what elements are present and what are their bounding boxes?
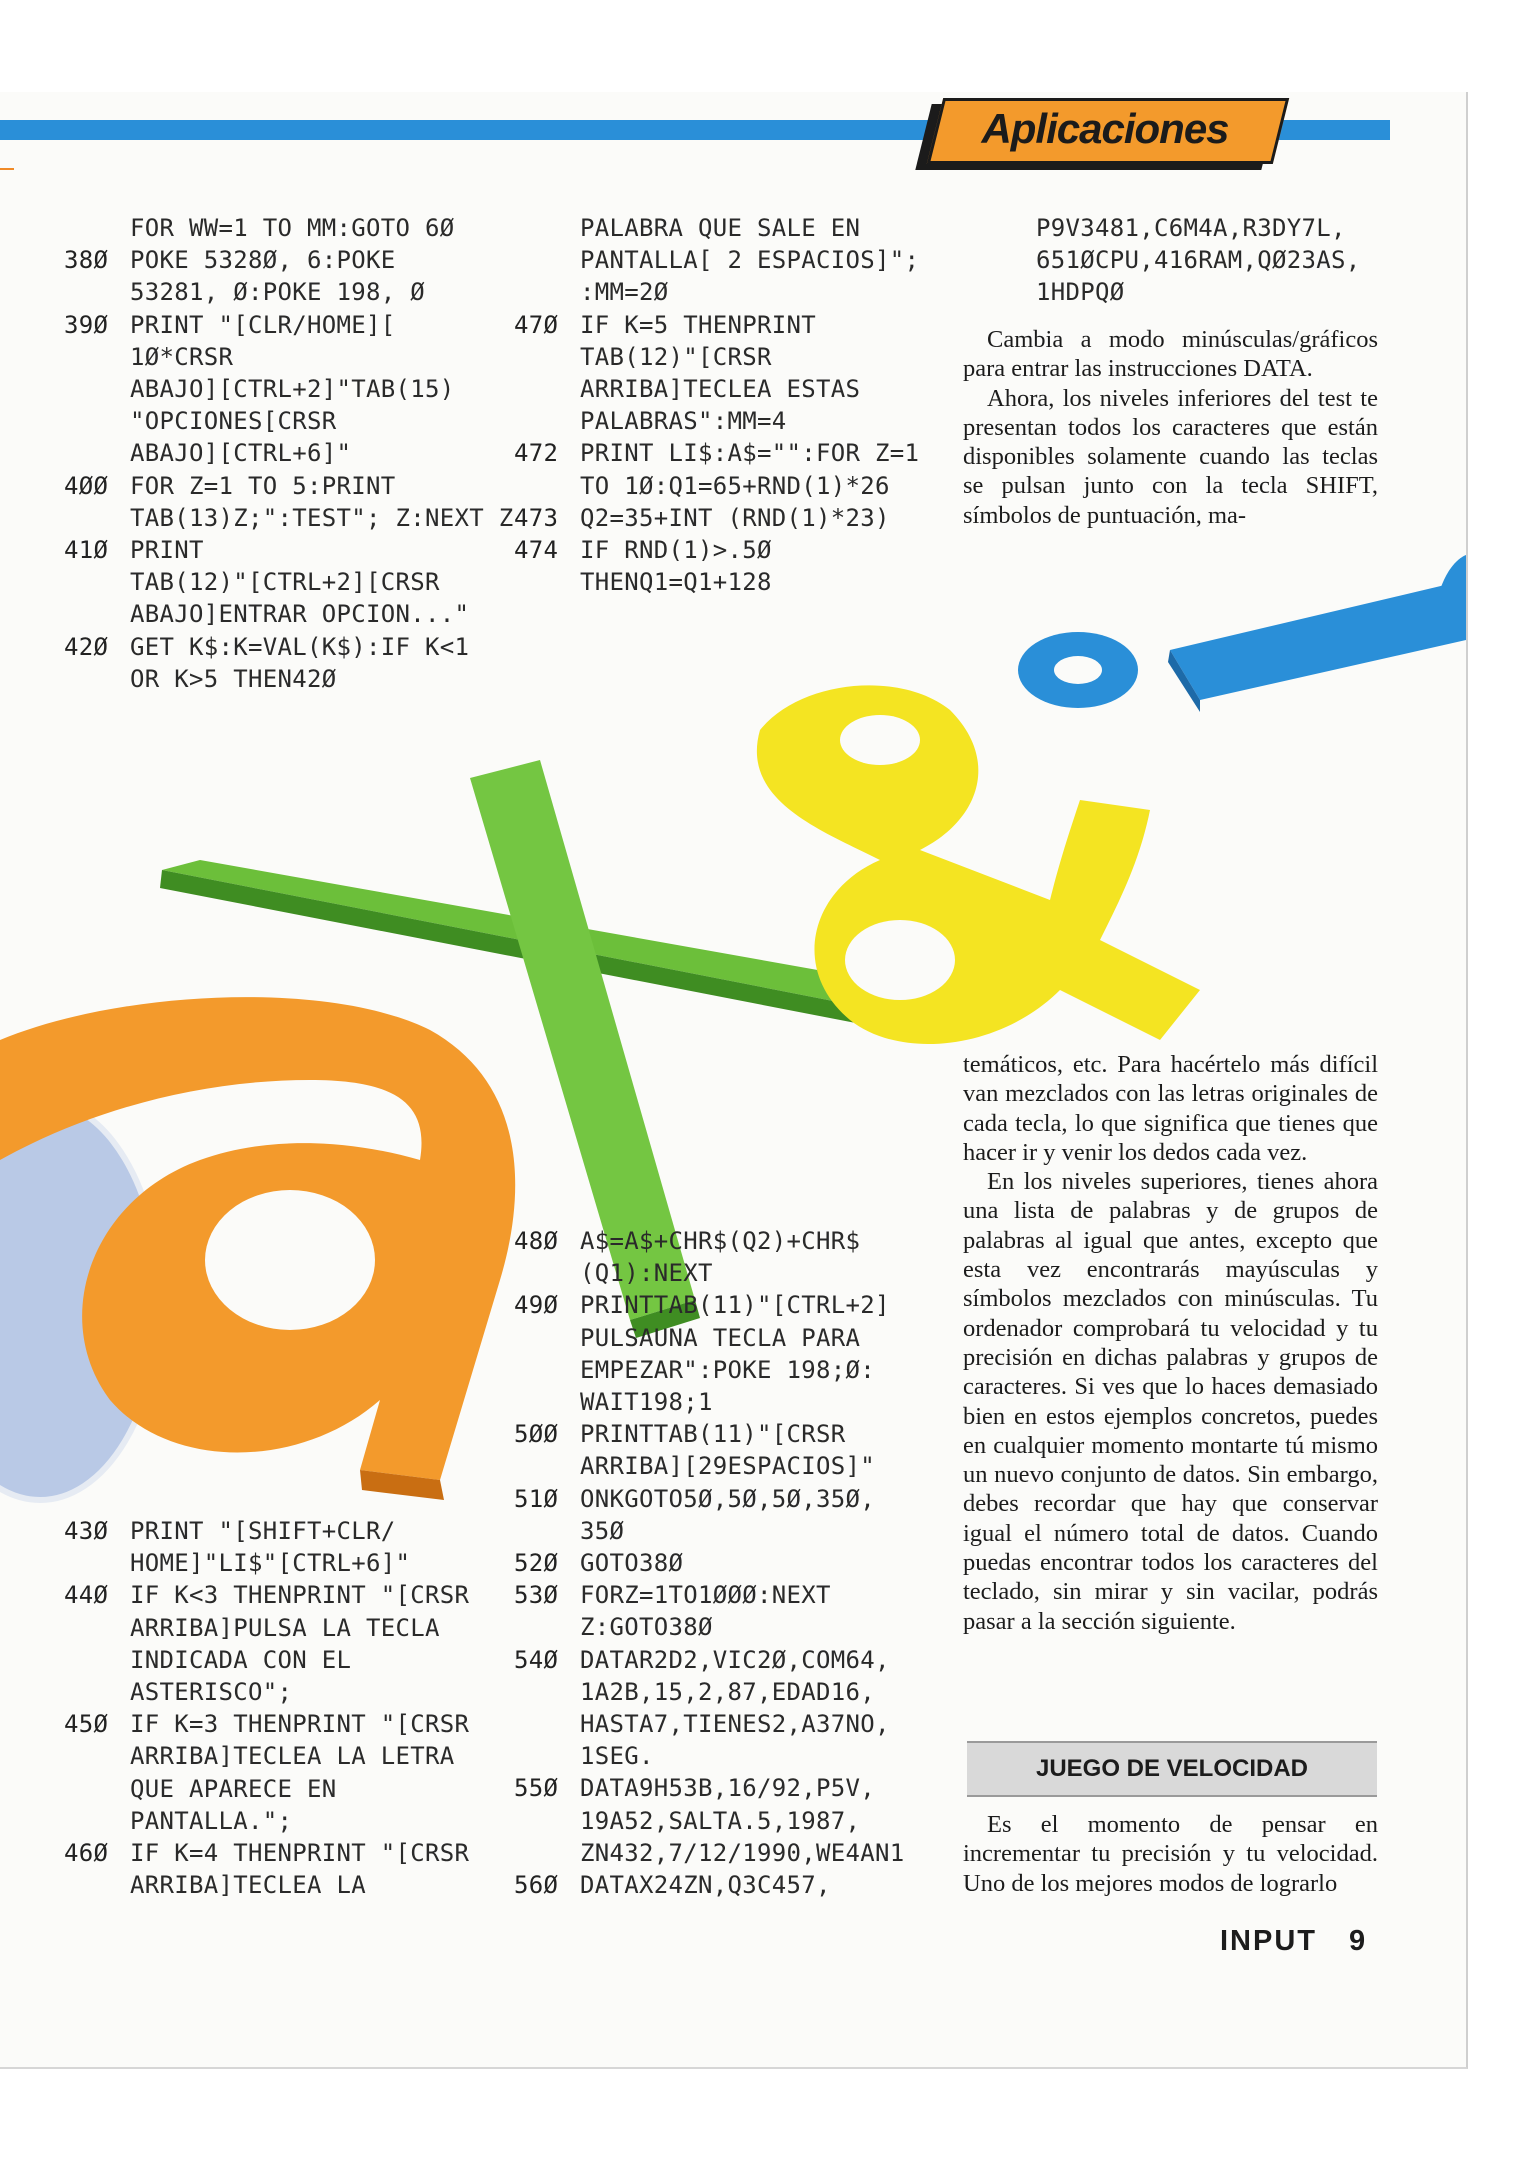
- page-number: 9: [1349, 1925, 1368, 1957]
- code-line: [64, 1837, 469, 1869]
- code-text: PRINTTAB(11)"[CTRL+2]: [580, 1291, 890, 1320]
- code-text: DATA9H53B,16/92,P5V,: [580, 1774, 875, 1803]
- code-line: [514, 1483, 904, 1515]
- code-line: [514, 276, 919, 308]
- code-text: PALABRA QUE SALE EN: [580, 214, 861, 242]
- code-line: [64, 502, 513, 534]
- code-text: ARRIBA]TECLEA LA: [130, 1871, 366, 1900]
- code-line: [514, 566, 919, 598]
- line-number: [64, 276, 130, 308]
- code-line: [514, 1450, 904, 1482]
- code-line: [514, 1805, 904, 1837]
- line-number: [64, 1676, 130, 1708]
- line-number: 53Ø: [514, 1581, 559, 1610]
- line-number: [64, 1547, 130, 1579]
- code-listing-col1-bottom: [64, 1515, 469, 1901]
- code-text: OR K>5 THEN42Ø: [130, 664, 337, 693]
- code-text: 53281, Ø:POKE 198, Ø: [130, 278, 425, 307]
- code-text: QUE APARECE EN: [130, 1774, 337, 1803]
- line-number: 42Ø: [64, 632, 109, 661]
- code-text: DATAR2D2,VIC2Ø,COM64,: [580, 1645, 890, 1674]
- code-listing-col1-top: [64, 212, 513, 695]
- code-line: [514, 405, 919, 437]
- code-text: ARRIBA]TECLEA ESTAS: [580, 375, 861, 404]
- line-number: [64, 1644, 130, 1676]
- code-line: [514, 1418, 904, 1450]
- code-line: [514, 212, 919, 244]
- line-number: 5ØØ: [514, 1420, 559, 1449]
- code-text: ABAJO][CTRL+6]": [130, 439, 352, 468]
- line-number: [64, 373, 130, 405]
- line-number: [514, 373, 580, 405]
- code-line: [64, 1515, 469, 1547]
- code-text: POKE 5328Ø, 6:POKE: [130, 246, 396, 275]
- code-line: [514, 437, 919, 469]
- code-text: PRINT "[SHIFT+CLR/: [130, 1517, 396, 1545]
- code-text: DATAX24ZN,Q3C457,: [580, 1871, 831, 1900]
- code-line: [64, 373, 513, 405]
- line-number: [514, 1708, 580, 1740]
- code-text: FORZ=1TO1ØØØ:NEXT: [580, 1581, 831, 1610]
- code-text: IF K=4 THENPRINT "[CRSR: [130, 1839, 470, 1868]
- code-text: TAB(12)"[CRSR: [580, 342, 772, 371]
- code-text: THENQ1=Q1+128: [580, 568, 772, 597]
- line-number: 4ØØ: [64, 471, 109, 500]
- code-text: FOR Z=1 TO 5:PRINT: [130, 471, 396, 500]
- paragraph: Es el momento de pensar en incrementar tu precisión y tu velocidad. Uno de los mejores modos de lograrlo: [963, 1811, 1378, 1897]
- line-number: [970, 276, 1036, 308]
- code-line: [514, 1644, 904, 1676]
- code-line: [64, 405, 513, 437]
- code-text: PANTALLA.";: [130, 1806, 293, 1835]
- line-number: [514, 1611, 580, 1643]
- line-number: 44Ø: [64, 1581, 109, 1610]
- line-number: 52Ø: [514, 1549, 559, 1578]
- code-line: [514, 1225, 904, 1257]
- code-line: [514, 373, 919, 405]
- code-line: [514, 309, 919, 341]
- code-line: [64, 566, 513, 598]
- line-number: [64, 1805, 130, 1837]
- line-number: 54Ø: [514, 1645, 559, 1674]
- code-line: [514, 341, 919, 373]
- code-text: (Q1):NEXT: [580, 1259, 713, 1288]
- code-text: EMPEZAR":POKE 198;Ø:: [580, 1355, 875, 1384]
- line-number: 474: [514, 536, 559, 565]
- page-footer: [1220, 1925, 1367, 1958]
- code-line: [514, 1676, 904, 1708]
- line-number: [514, 1450, 580, 1482]
- line-number: [64, 502, 130, 534]
- line-number: [514, 341, 580, 373]
- code-line: [514, 1289, 904, 1321]
- line-number: [970, 244, 1036, 276]
- paragraph: temáticos, etc. Para hacértelo más difícil van mezclados con las letras originales de cada tecla, lo que significa que tienes que hacer ir y venir los dedos cada vez.: [963, 1051, 1378, 1166]
- line-number: [64, 1740, 130, 1772]
- code-text: PRINT "[CLR/HOME][: [130, 310, 396, 339]
- code-line: [64, 598, 513, 630]
- line-number: [64, 663, 130, 695]
- code-text: 1SEG.: [580, 1742, 654, 1771]
- code-line: [514, 534, 919, 566]
- code-text: ARRIBA]TECLEA LA LETRA: [130, 1742, 455, 1771]
- code-text: IF K=3 THENPRINT "[CRSR: [130, 1710, 470, 1739]
- line-number: [514, 276, 580, 308]
- code-text: 1A2B,15,2,87,EDAD16,: [580, 1677, 875, 1706]
- code-line: [64, 1773, 469, 1805]
- code-line: [64, 1644, 469, 1676]
- code-text: ZN432,7/12/1990,WE4AN1: [580, 1838, 905, 1867]
- code-line: [970, 276, 1360, 308]
- article-text-bottom: [963, 1810, 1378, 1898]
- line-number: [514, 405, 580, 437]
- code-text: PULSAUNA TECLA PARA: [580, 1323, 861, 1352]
- code-listing-col3-top: [970, 212, 1360, 309]
- line-number: [514, 566, 580, 598]
- code-line: [64, 1612, 469, 1644]
- code-line: [970, 244, 1360, 276]
- code-line: [514, 1322, 904, 1354]
- code-line: [64, 663, 513, 695]
- code-text: IF K=5 THENPRINT: [580, 310, 816, 339]
- line-number: [514, 1805, 580, 1837]
- code-line: [514, 1386, 904, 1418]
- line-number: [514, 1837, 580, 1869]
- code-line: [64, 1740, 469, 1772]
- line-number: 38Ø: [64, 246, 109, 275]
- code-line: [970, 212, 1360, 244]
- code-text: ASTERISCO";: [130, 1678, 293, 1707]
- code-text: ABAJO]ENTRAR OPCION...": [130, 600, 470, 629]
- code-line: [64, 309, 513, 341]
- code-line: [64, 1708, 469, 1740]
- line-number: [64, 1773, 130, 1805]
- section-label: Aplicaciones: [981, 105, 1229, 152]
- line-number: [514, 1386, 580, 1418]
- line-number: [514, 212, 580, 244]
- line-number: [64, 598, 130, 630]
- code-text: IF K<3 THENPRINT "[CRSR: [130, 1581, 470, 1610]
- code-line: [64, 1805, 469, 1837]
- section-heading: JUEGO DE VELOCIDAD: [967, 1741, 1377, 1797]
- line-number: 41Ø: [64, 536, 109, 565]
- line-number: [970, 212, 1036, 244]
- code-line: [64, 1547, 469, 1579]
- line-number: [514, 1257, 580, 1289]
- code-text: Z:GOTO38Ø: [580, 1613, 713, 1642]
- code-line: [514, 1515, 904, 1547]
- line-number: [514, 1740, 580, 1772]
- code-line: [64, 276, 513, 308]
- code-listing-col2-bottom: [514, 1225, 904, 1901]
- line-number: [514, 244, 580, 276]
- magazine-name: INPUT: [1220, 1925, 1317, 1957]
- code-text: 19A52,SALTA.5,1987,: [580, 1806, 861, 1835]
- code-text: HASTA7,TIENES2,A37NO,: [580, 1710, 890, 1739]
- code-text: A$=A$+CHR$(Q2)+CHR$: [580, 1227, 861, 1255]
- code-text: ABAJO][CTRL+2]"TAB(15): [130, 375, 455, 404]
- code-text: "OPCIONES[CRSR: [130, 407, 337, 436]
- line-number: 473: [514, 503, 559, 532]
- article-text-middle: [963, 1050, 1378, 1636]
- code-text: TAB(12)"[CTRL+2][CRSR: [130, 568, 440, 597]
- code-text: INDICADA CON EL: [130, 1645, 352, 1674]
- code-text: ONKGOTO5Ø,5Ø,5Ø,35Ø,: [580, 1484, 875, 1513]
- code-line: [64, 212, 513, 244]
- code-line: [514, 1837, 904, 1869]
- code-line: [64, 470, 513, 502]
- paragraph: Cambia a modo minúsculas/gráficos para entrar las instrucciones DATA.: [963, 326, 1378, 383]
- line-number: [514, 1322, 580, 1354]
- line-number: 48Ø: [514, 1227, 559, 1255]
- code-line: [514, 470, 919, 502]
- line-number: [64, 341, 130, 373]
- line-number: [64, 437, 130, 469]
- line-number: [514, 1354, 580, 1386]
- line-number: [514, 470, 580, 502]
- line-number: [64, 566, 130, 598]
- code-text: Q2=35+INT (RND(1)*23): [580, 503, 890, 532]
- line-number: 46Ø: [64, 1839, 109, 1868]
- code-line: [64, 244, 513, 276]
- line-number: 56Ø: [514, 1871, 559, 1900]
- code-line: [64, 631, 513, 663]
- code-text: IF RND(1)>.5Ø: [580, 536, 772, 565]
- paragraph: En los niveles superiores, tienes ahora una lista de palabras y de grupos de palabras al igual que antes, excepto que esta vez encontrarás mayúsculas y símbolos mezclados con minúsculas. Tu ordenador comprobará tu velocidad y tu precisión en dichas palabras y grupos de caracteres. Si ves que lo haces demasiado bien en estos ejemplos concretos, puedes en cualquier momento montarte tú mismo un nuevo conjunto de datos. Sin embargo, debes recordar que hay que conservar igual el número total de datos. Cuando puedas encontrar todos los caracteres del teclado, sin mirar y sin vacilar, podrás pasar a la sección siguiente.: [963, 1168, 1378, 1635]
- code-text: GOTO38Ø: [580, 1549, 684, 1578]
- code-line: [514, 244, 919, 276]
- code-line: [64, 437, 513, 469]
- code-line: [64, 1676, 469, 1708]
- code-line: [514, 1257, 904, 1289]
- code-text: FOR WW=1 TO MM:GOTO 6Ø: [130, 214, 455, 242]
- code-line: [514, 1579, 904, 1611]
- code-line: [64, 534, 513, 566]
- code-text: HOME]"LI$"[CTRL+6]": [130, 1549, 411, 1578]
- paragraph: Ahora, los niveles inferiores del test te presentan todos los caracteres que están disponibles solamente cuando las teclas se pulsan junto con la tecla SHIFT, símbolos de puntuación, ma-: [963, 384, 1378, 529]
- line-number: [514, 1515, 580, 1547]
- line-number: 43Ø: [64, 1517, 109, 1545]
- code-text: WAIT198;1: [580, 1388, 713, 1417]
- code-listing-col2-top: [514, 212, 919, 598]
- code-text: P9V3481,C6M4A,R3DY7L,: [1036, 214, 1346, 242]
- code-line: [514, 1354, 904, 1386]
- code-line: [64, 1579, 469, 1611]
- code-text: 651ØCPU,416RAM,QØ23AS,: [1036, 246, 1361, 275]
- blue-symbols-shape: [1018, 555, 1466, 712]
- line-number: [64, 212, 130, 244]
- code-text: PRINT: [130, 536, 204, 565]
- line-number: [64, 1869, 130, 1901]
- code-text: TAB(13)Z;":TEST"; Z:NEXT Z: [130, 503, 514, 532]
- code-text: ARRIBA][29ESPACIOS]": [580, 1452, 875, 1481]
- line-number: 55Ø: [514, 1774, 559, 1803]
- code-line: [514, 1772, 904, 1804]
- line-number: [64, 1612, 130, 1644]
- code-text: PRINT LI$:A$="":FOR Z=1: [580, 439, 920, 468]
- code-line: [514, 502, 919, 534]
- code-text: 35Ø: [580, 1516, 625, 1545]
- code-line: [64, 341, 513, 373]
- line-number: 51Ø: [514, 1484, 559, 1513]
- code-line: [64, 1869, 469, 1901]
- code-text: PANTALLA[ 2 ESPACIOS]";: [580, 246, 920, 275]
- line-number: [514, 1676, 580, 1708]
- code-text: TO 1Ø:Q1=65+RND(1)*26: [580, 471, 890, 500]
- code-text: PRINTTAB(11)"[CRSR: [580, 1420, 846, 1449]
- code-text: ARRIBA]PULSA LA TECLA: [130, 1613, 440, 1642]
- code-text: PALABRAS":MM=4: [580, 407, 787, 436]
- code-text: 1Ø*CRSR: [130, 342, 234, 371]
- line-number: 45Ø: [64, 1710, 109, 1739]
- line-number: [64, 405, 130, 437]
- line-number: 47Ø: [514, 310, 559, 339]
- code-line: [514, 1547, 904, 1579]
- code-text: GET K$:K=VAL(K$):IF K<1: [130, 632, 470, 661]
- code-line: [514, 1740, 904, 1772]
- article-text-top: [963, 325, 1378, 530]
- code-text: :MM=2Ø: [580, 278, 669, 307]
- code-text: 1HDPQØ: [1036, 278, 1125, 307]
- line-number: 39Ø: [64, 310, 109, 339]
- code-line: [514, 1708, 904, 1740]
- code-line: [514, 1611, 904, 1643]
- line-number: 49Ø: [514, 1291, 559, 1320]
- line-number: 472: [514, 439, 559, 468]
- code-line: [514, 1869, 904, 1901]
